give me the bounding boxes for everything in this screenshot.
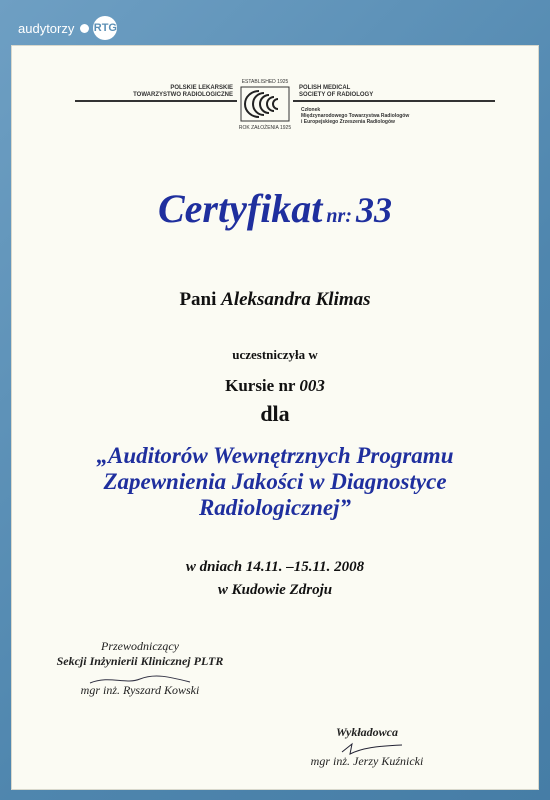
course-number: 003 [299, 376, 325, 395]
logo-founded: ROK ZAŁOŻENIA 1925 [238, 125, 292, 131]
header-rule-left [75, 100, 237, 102]
brand-name: audytorzy [18, 20, 75, 36]
society-logo [237, 79, 293, 131]
lecturer-signature-block [287, 725, 447, 769]
number-label: nr: [326, 205, 352, 227]
brand-dot-icon [80, 24, 89, 33]
course-title-line-3: Radiologicznej” [198, 495, 352, 520]
participated-text: uczestniczyła w [232, 347, 318, 362]
brand-badge: RTG [93, 16, 117, 40]
course-number-line [11, 376, 539, 396]
radiology-logo-icon [237, 85, 293, 125]
dates-value: 14.11. –15.11. 2008 [245, 559, 365, 575]
chair-title-1: Przewodniczący [101, 639, 179, 653]
title-text: Certyfikat [158, 186, 323, 231]
course-label: Kursie nr [225, 376, 296, 395]
dates-line [11, 559, 539, 576]
chair-title-2: Sekcji Inżynierii Klinicznej PLTR [56, 654, 224, 668]
place-line: w Kudowie Zdroju [217, 582, 333, 598]
society-header [75, 75, 495, 135]
course-title [51, 443, 499, 521]
brand-watermark [18, 20, 117, 36]
header-left-text: POLSKIE LEKARSKIE TOWARZYSTWO RADIOLOGICZNE [133, 85, 233, 98]
recipient-name: Aleksandra Klimas [221, 289, 371, 310]
for-text: dla [260, 401, 290, 426]
recipient-line [11, 289, 539, 311]
lecturer-title: Wykładowca [336, 725, 398, 739]
certificate-number: 33 [356, 190, 392, 230]
chair-signature-block [25, 639, 255, 698]
course-title-line-2: Zapewnienia Jakości w Diagnostyce [103, 469, 447, 494]
header-right-text: POLISH MEDICAL SOCIETY OF RADIOLOGY [299, 85, 374, 98]
header-rule-right [293, 100, 495, 102]
dates-label: w dniach [185, 559, 243, 575]
certificate-paper [11, 45, 539, 790]
header-membership: Członek Międzynarodowego Towarzystwa Radiologów i Europejskiego Zrzeszenia Radiologów [301, 107, 410, 125]
course-title-line-1: „Auditorów Wewnętrznych Programu [96, 443, 454, 468]
logo-established: ESTABLISHED 1925 [241, 79, 289, 85]
chair-name: mgr inż. Ryszard Kowski [80, 683, 200, 697]
lecturer-name: mgr inż. Jerzy Kuźnicki [310, 754, 424, 768]
certificate-title [11, 185, 539, 232]
salutation: Pani [179, 289, 217, 310]
